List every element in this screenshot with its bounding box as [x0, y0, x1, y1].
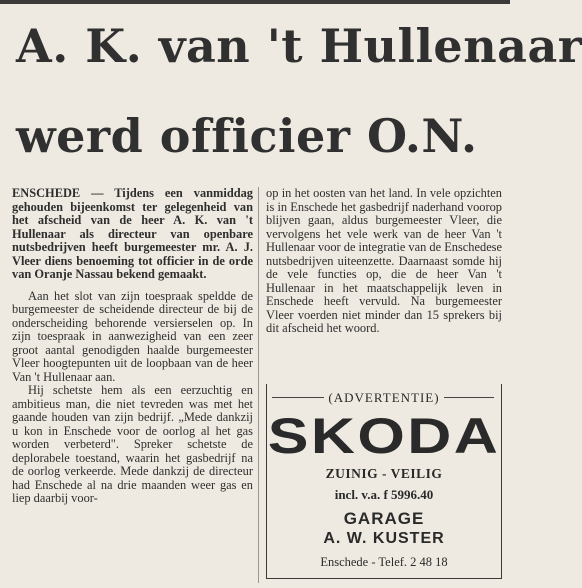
advert-dealer: A. W. KUSTER	[323, 530, 445, 547]
advert-address: Enschede - Telef. 2 48 18	[320, 555, 448, 569]
article-column-2	[266, 187, 502, 336]
paragraph-2: Hij schetste hem als een eerzuchtig en ambitieus man, die niet tevreden was met het gaande houden van zijn bedrijf. „Mede dankzij u kon in Enschede voor de oorlog al het gas worden verbeterd". Spreker schetste de deplorabele toestand, waarin het gasbedrijf na de oorlog verkeerde. Mede dankzij de directeur had Enschede al na drie maanden weer gas en liep daarbij voor-	[12, 383, 253, 505]
article-lead	[12, 187, 253, 282]
advert-price: incl. v.a. f 5996.40	[334, 487, 434, 502]
advert-slogan: ZUINIG - VEILIG	[325, 466, 443, 481]
advertisement	[266, 384, 502, 579]
headline-line-2: werd officier O.N.	[16, 109, 478, 163]
headline-line-1: A. K. van 't Hullenaar	[16, 19, 582, 73]
dateline: ENSCHEDE —	[12, 186, 104, 200]
top-rule	[0, 0, 510, 4]
brand-logo: SKODA	[267, 408, 501, 464]
paragraph-3: op in het oosten van het land. In vele opzichten is in Enschede het gasbedrijf naderhand voorop blijven gaan, aldus burgemeester Vleer, die vervolgens het vele werk van de heer Van 't Hullenaar voor de integratie van de Enschedese nutsbedrijven uiteenzette. Daarnaast somde hij de vele functies op, die de heer Van 't Hullenaar in het maatschappelijk leven in Enschede heeft vervuld. Na burgemeester Vleer voerden niet minder dan 15 sprekers bij dit afscheid het woord.	[266, 186, 503, 335]
lead-text: Tijdens een vanmiddag gehouden bijeenkomst ter gelegenheid van het afscheid van de heer A. K. van 't Hullenaar als directeur van openbare nutsbedrijven heeft burgemeester mr. A. J. Vleer diens benoeming tot officier in de orde van Oranje Nassau bekend gemaakt.	[12, 186, 253, 281]
paragraph-1: Aan het slot van zijn toespraak speldde de burgemeester de scheidende directeur de bij de onderscheiding behorende versierselen op. In zijn toespraak in aanwezigheid van een zeer groot aantal genodigden haalde burgemeester Vleer hoogtepunten uit de loopbaan van de heer Van 't Hullenaar aan.	[12, 288, 253, 384]
article-column-1	[12, 187, 253, 506]
column-divider	[258, 187, 259, 583]
advert-label: (ADVERTENTIE)	[324, 390, 443, 406]
advert-garage: GARAGE	[343, 509, 425, 528]
